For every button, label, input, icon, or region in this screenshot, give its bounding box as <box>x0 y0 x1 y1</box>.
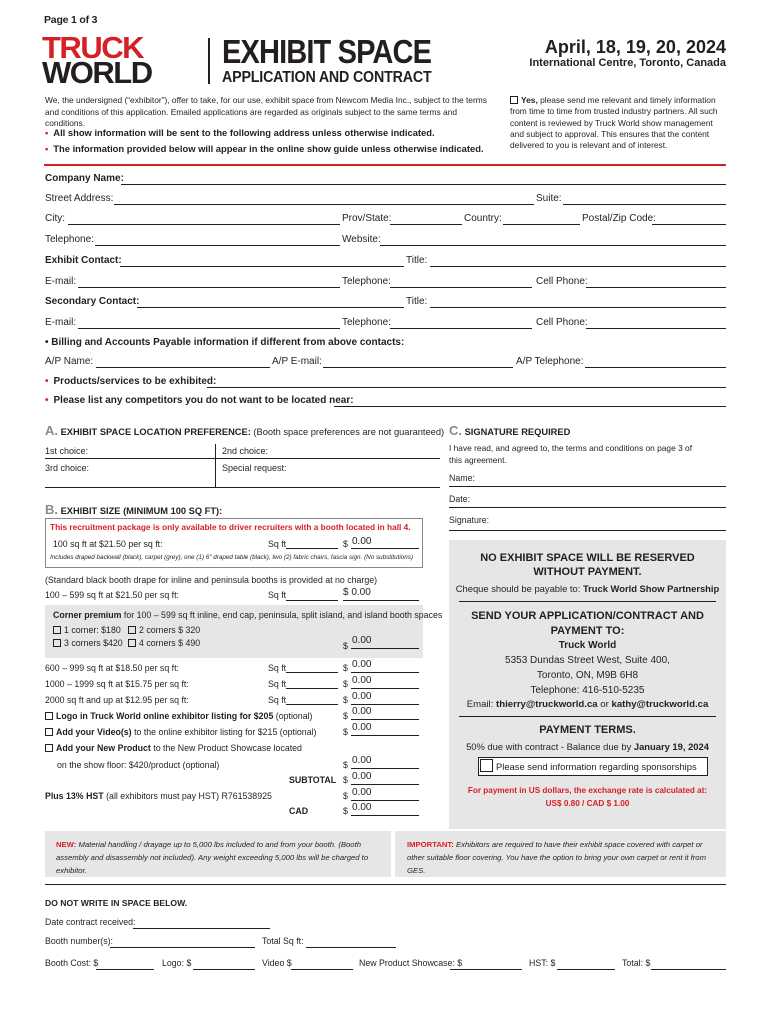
important-note-text: Exhibitors are required to have their exhibit space covered with carpet or other suitable floor covering. You have the option to bring your own carpet or rent it from GES. <box>407 840 706 875</box>
office-logo-field[interactable] <box>193 969 255 970</box>
corner-amount[interactable]: 0.00 <box>352 635 372 646</box>
event-dates: April, 18, 19, 20, 2024 <box>544 37 726 57</box>
corner-dollar: $ <box>343 641 348 651</box>
new-note-label: NEW: <box>56 840 77 849</box>
street-address-field[interactable] <box>114 204 534 205</box>
tier-2-rate: 1000 – 1999 sq ft at $15.75 per sq ft: <box>45 679 189 689</box>
email-thierry[interactable]: thierry@truckworld.ca <box>496 699 598 710</box>
competitors-label-text: Please list any competitors you do not want to be located near: <box>53 395 354 406</box>
secondary-title-label: Title: <box>406 296 428 307</box>
hst-dollar: $ <box>343 791 348 801</box>
subtotal-label: SUBTOTAL <box>289 775 337 785</box>
section-a-note: (Booth space preferences are not guaranteed) <box>253 427 445 437</box>
signature-date-field[interactable] <box>449 507 726 508</box>
recruitment-sqft-label: Sq ft <box>268 539 287 549</box>
email-kathy[interactable]: kathy@truckworld.ca <box>611 699 709 710</box>
cell-field[interactable] <box>586 287 726 288</box>
product-option-rest: to the New Product Showcase located <box>153 743 302 753</box>
hst-rest: (all exhibitors must pay HST) R761538925 <box>106 791 272 801</box>
telephone-field[interactable] <box>95 245 340 246</box>
tier-3-dollar: $ <box>343 695 348 705</box>
logo-line1: TRUCK <box>42 30 143 65</box>
contact-telephone-field[interactable] <box>390 287 532 288</box>
secondary-telephone-label: Telephone: <box>342 317 391 328</box>
date-received-field[interactable] <box>133 928 270 929</box>
notice-1-text: All show information will be sent to the following address unless otherwise indicated. <box>53 127 435 138</box>
total-sqft-field[interactable] <box>306 947 396 948</box>
corner-amount-line <box>351 648 419 649</box>
company-name-label: Company Name: <box>45 173 124 184</box>
truck-world-logo <box>42 30 152 90</box>
logo-amount-line <box>351 719 419 720</box>
corner-3-label: 3 corners $420 <box>64 638 123 648</box>
corner-premium-bold: Corner premium <box>53 610 122 620</box>
ap-email-label: A/P E-mail: <box>272 356 322 367</box>
tier-3-amount[interactable]: 0.00 <box>352 691 372 702</box>
tier-3-rate: 2000 sq ft and up at $12.95 per sq ft: <box>45 695 189 705</box>
third-choice-label: 3rd choice: <box>45 463 90 473</box>
corner-2-label: 2 corners $ 320 <box>139 625 201 635</box>
ap-name-field[interactable] <box>96 367 270 368</box>
signature-field[interactable] <box>449 530 726 531</box>
office-total-field[interactable] <box>651 969 726 970</box>
section-divider <box>44 164 726 166</box>
corner-option-2[interactable] <box>128 625 200 635</box>
optin-checkbox[interactable] <box>510 96 518 104</box>
standard-amount[interactable]: $ 0.00 <box>343 587 371 598</box>
notice-2: • The information provided below will appear in the online show guide unless otherwise indicated. <box>45 143 484 154</box>
prov-state-field[interactable] <box>390 224 462 225</box>
product-option-bold: Add your New Product <box>56 743 151 753</box>
recruitment-amount-line <box>351 548 419 549</box>
section-b-header <box>45 502 222 517</box>
office-divider <box>45 884 726 885</box>
ap-email-field[interactable] <box>323 367 513 368</box>
corner-premium-text <box>53 610 442 620</box>
video-amount-line <box>351 735 419 736</box>
postal-field[interactable] <box>652 224 726 225</box>
notice-2-text: The information provided below will appear in the online show guide unless otherwise indicated. <box>53 143 484 154</box>
subtotal-dollar: $ <box>343 775 348 785</box>
product-amount[interactable]: 0.00 <box>352 755 372 766</box>
logo-option-bold: Logo in Truck World online exhibitor listing for $205 <box>56 711 274 721</box>
products-field[interactable] <box>207 387 726 388</box>
product-option-line2: on the show floor: $420/product (optional) <box>57 760 220 770</box>
secondary-contact-label: Secondary Contact: <box>45 296 140 307</box>
subtotal-amount[interactable]: 0.00 <box>352 771 372 782</box>
send-email-line <box>449 699 726 710</box>
send-org: Truck World <box>558 640 617 651</box>
send-address-2: Toronto, ON, M9B 6H8 <box>536 670 639 681</box>
tier-3-sqft-label: Sq ft <box>268 695 287 705</box>
telephone-label: Telephone: <box>45 234 94 245</box>
important-note <box>407 838 719 877</box>
page-number: Page 1 of 3 <box>44 14 98 26</box>
ap-telephone-field[interactable] <box>585 367 726 368</box>
section-a-letter: A. <box>45 423 58 438</box>
send-phone: Telephone: 416-510-5235 <box>530 685 645 696</box>
cad-dollar: $ <box>343 806 348 816</box>
product-checkbox[interactable] <box>45 744 53 752</box>
signature-name-field[interactable] <box>449 486 726 487</box>
new-note <box>56 838 386 877</box>
ap-telephone-label: A/P Telephone: <box>516 356 584 367</box>
email-label: Email: <box>466 699 494 710</box>
signature-name-label: Name: <box>449 473 475 483</box>
products-label-text: Products/services to be exhibited: <box>53 376 217 387</box>
first-choice-label: 1st choice: <box>45 446 89 456</box>
payment-terms <box>449 741 726 752</box>
secondary-cell-label: Cell Phone: <box>536 317 588 328</box>
no-space-notice: NO EXHIBIT SPACE WILL BE RESERVED WITHOUT PAYMENT. <box>480 552 695 578</box>
cheque-line <box>449 583 726 594</box>
tier-1-dollar: $ <box>343 663 348 673</box>
contact-telephone-label: Telephone: <box>342 276 391 287</box>
office-showcase-label: New Product Showcase: $ <box>359 958 463 968</box>
billing-header-text: Billing and Accounts Payable information if different from above contacts: <box>51 337 405 348</box>
postal-label: Postal/Zip Code: <box>582 213 656 224</box>
section-c-text: I have read, and agreed to, the terms and conditions on page 3 of this agreement. <box>449 443 693 465</box>
corner-1-label: 1 corner: $180 <box>64 625 121 635</box>
sponsorship-checkbox[interactable] <box>480 759 493 772</box>
tier-1-amount-line <box>351 672 419 673</box>
title-main: EXHIBIT SPACE <box>222 33 432 70</box>
recruitment-notice: This recruitment package is only available to driver recruiters with a booth located in hall 4. <box>50 522 411 532</box>
tier-2-sqft-label: Sq ft <box>268 679 287 689</box>
tier-1-sqft-field[interactable] <box>286 672 338 673</box>
corner-2-checkbox[interactable] <box>128 626 136 634</box>
logo-dollar: $ <box>343 711 348 721</box>
recruitment-rate: 100 sq ft at $21.50 per sq ft: <box>53 539 163 549</box>
prov-state-label: Prov/State: <box>342 213 392 224</box>
logo-line2: WORLD <box>42 55 152 90</box>
second-choice-label: 2nd choice: <box>222 446 269 456</box>
office-header: DO NOT WRITE IN SPACE BELOW. <box>45 898 188 908</box>
title-divider <box>208 38 210 84</box>
office-showcase-field[interactable] <box>450 969 522 970</box>
corner-4-label: 4 corners $ 490 <box>139 638 201 648</box>
product-amount-line <box>351 768 419 769</box>
email-or: or <box>600 699 609 710</box>
video-checkbox[interactable] <box>45 728 53 736</box>
email-label: E-mail: <box>45 276 77 287</box>
sponsorship-label: Please send information regarding sponsorships <box>496 761 697 772</box>
exhibit-title-field[interactable] <box>430 266 726 267</box>
video-option-bold: Add your Video(s) <box>56 727 132 737</box>
booth-numbers-label: Booth number(s): <box>45 936 113 946</box>
logo-option-rest: (optional) <box>275 711 313 721</box>
exhibit-contact-label: Exhibit Contact: <box>45 255 122 266</box>
office-video-label: Video $ <box>262 958 292 968</box>
payment-rule-1 <box>459 601 716 602</box>
cell-label: Cell Phone: <box>536 276 588 287</box>
website-field[interactable] <box>380 245 726 246</box>
city-label: City: <box>45 213 65 224</box>
cad-amount[interactable]: 0.00 <box>352 802 372 813</box>
video-dollar: $ <box>343 727 348 737</box>
section-c-header <box>449 423 570 438</box>
optin-block <box>510 95 726 151</box>
section-c-letter: C. <box>449 423 462 438</box>
corner-option-1[interactable] <box>53 625 121 635</box>
booth-cost-field[interactable] <box>96 969 154 970</box>
secondary-email-field[interactable] <box>78 328 340 329</box>
hst-bold: Plus 13% HST <box>45 791 104 801</box>
date-received-label: Date contract received: <box>45 917 136 927</box>
corner-1-checkbox[interactable] <box>53 626 61 634</box>
cheque-label: Cheque should be payable to: <box>455 583 581 594</box>
tier-1-sqft-label: Sq ft <box>268 663 287 673</box>
standard-sqft-label: Sq ft <box>268 590 287 600</box>
tier-2-sqft-field[interactable] <box>286 688 338 689</box>
corner-option-4[interactable] <box>128 638 200 648</box>
important-note-label: IMPORTANT: <box>407 840 454 849</box>
recruitment-dollar: $ <box>343 539 348 549</box>
intro-text: We, the undersigned (“exhibitor”), offer to take, for our use, exhibit space from Newcom Media Inc., subject to the terms and conditions of this application. Emailed applications are regarded as originals subject to the same terms and conditions. <box>45 95 487 128</box>
section-a-title: EXHIBIT SPACE LOCATION PREFERENCE: <box>60 427 251 437</box>
section-c-title: SIGNATURE REQUIRED <box>464 427 571 437</box>
optin-yes: Yes, <box>521 95 538 105</box>
tier-1-amount[interactable]: 0.00 <box>352 659 372 670</box>
send-to-header: SEND YOUR APPLICATION/CONTRACT AND PAYMENT TO: <box>471 610 704 637</box>
payment-terms-text: 50% due with contract - Balance due by <box>466 741 632 752</box>
hst-amount-line <box>351 800 419 801</box>
secondary-cell-field[interactable] <box>586 328 726 329</box>
office-video-field[interactable] <box>291 969 353 970</box>
hst-amount[interactable]: 0.00 <box>352 787 372 798</box>
hst-label <box>45 791 272 801</box>
special-request-label: Special request: <box>222 463 287 473</box>
optin-text: please send me relevant and timely information from time to time from trusted industry partners. All such content is reviewed by Truck World show management and subject to approval. This ensures that the content delivered to you is relevant and of interest. <box>510 95 718 151</box>
logo-amount[interactable]: 0.00 <box>352 706 372 717</box>
signature-date-label: Date: <box>449 494 471 504</box>
corner-premium-rest: for 100 – 599 sq ft inline, end cap, peninsula, split island, and island booth spaces <box>123 610 443 620</box>
video-option-rest: to the online exhibitor listing for $215 (optional) <box>134 727 317 737</box>
tier-3-amount-line <box>351 704 419 705</box>
choice-row-2-line <box>45 487 440 488</box>
corner-3-checkbox[interactable] <box>53 639 61 647</box>
booth-numbers-field[interactable] <box>110 947 255 948</box>
notice-1: • All show information will be sent to the following address unless otherwise indicated. <box>45 127 435 138</box>
product-dollar: $ <box>343 760 348 770</box>
payment-terms-title: PAYMENT TERMS. <box>539 724 636 736</box>
office-total-label: Total: $ <box>622 958 651 968</box>
signature-label: Signature: <box>449 515 490 525</box>
tier-3-sqft-field[interactable] <box>286 704 338 705</box>
tier-2-dollar: $ <box>343 679 348 689</box>
exhibit-title-label: Title: <box>406 255 428 266</box>
booth-cost-label: Booth Cost: $ <box>45 958 99 968</box>
recruitment-amount[interactable]: 0.00 <box>352 536 372 547</box>
corner-option-3[interactable] <box>53 638 123 648</box>
payment-rule-2 <box>459 716 716 717</box>
suite-field[interactable] <box>563 204 726 205</box>
office-logo-label: Logo: $ <box>162 958 192 968</box>
choice-column-divider <box>215 444 216 487</box>
tier-2-amount-line <box>351 688 419 689</box>
subtotal-amount-line <box>351 784 419 785</box>
recruitment-sqft-field[interactable] <box>286 548 338 549</box>
office-hst-field[interactable] <box>557 969 615 970</box>
new-note-text: Material handling / drayage up to 5,000 lbs included to and from your booth. (Booth assembly and disassembly not included). Any weight exceeding 5,000 lbs will be charged to exhibitor. <box>56 840 369 875</box>
total-sqft-label: Total Sq ft: <box>262 936 304 946</box>
recruitment-includes: Includes draped backwall (black), carpet (grey), one (1) 6″ draped table (black), two (2) fabric chairs, fascia sign. (No substitutions) <box>50 554 414 561</box>
email-field[interactable] <box>78 287 340 288</box>
tier-1-rate: 600 – 999 sq ft at $18.50 per sq ft: <box>45 663 180 673</box>
competitors-field[interactable] <box>334 406 726 407</box>
office-hst-label: HST: $ <box>529 958 556 968</box>
payment-terms-date: January 19, 2024 <box>633 741 709 752</box>
tier-2-amount[interactable]: 0.00 <box>352 675 372 686</box>
standard-sqft-field[interactable] <box>286 600 338 601</box>
website-label: Website: <box>342 234 381 245</box>
secondary-telephone-field[interactable] <box>390 328 532 329</box>
usd-exchange-note: For payment in US dollars, the exchange rate is calculated at: US$ 0.80 / CAD $ 1.00 <box>467 786 708 808</box>
corner-4-checkbox[interactable] <box>128 639 136 647</box>
standard-rate: 100 – 599 sq ft at $21.50 per sq ft: <box>45 590 180 600</box>
secondary-contact-field[interactable] <box>137 307 404 308</box>
secondary-email-label: E-mail: <box>45 317 77 328</box>
suite-label: Suite: <box>536 193 562 204</box>
company-name-field[interactable] <box>121 184 726 185</box>
product-option[interactable] <box>45 743 302 753</box>
ap-name-label: A/P Name: <box>45 356 94 367</box>
country-label: Country: <box>464 213 502 224</box>
city-field[interactable] <box>68 224 340 225</box>
competitors-label: • Please list any competitors you do not want to be located near: <box>45 395 354 406</box>
country-field[interactable] <box>503 224 580 225</box>
billing-header: • Billing and Accounts Payable information if different from above contacts: <box>45 337 405 348</box>
logo-option[interactable] <box>45 711 312 721</box>
drape-note: (Standard black booth drape for inline and peninsula booths is provided at no charge) <box>45 575 378 585</box>
section-a-header <box>45 423 444 438</box>
standard-amount-line <box>343 600 419 601</box>
exhibit-contact-field[interactable] <box>120 266 404 267</box>
video-option[interactable] <box>45 727 316 737</box>
cad-amount-line <box>351 815 419 816</box>
secondary-title-field[interactable] <box>430 307 726 308</box>
section-b-letter: B. <box>45 502 58 517</box>
section-b-title: EXHIBIT SIZE (MINIMUM 100 SQ FT): <box>60 506 223 516</box>
event-venue: International Centre, Toronto, Canada <box>529 57 726 69</box>
cheque-payee: Truck World Show Partnership <box>582 583 720 594</box>
cad-label: CAD <box>289 806 309 816</box>
send-address-1: 5353 Dundas Street West, Suite 400, <box>505 655 670 666</box>
products-label: • Products/services to be exhibited: <box>45 376 217 387</box>
logo-checkbox[interactable] <box>45 712 53 720</box>
street-address-label: Street Address: <box>45 193 114 204</box>
video-amount[interactable]: 0.00 <box>352 722 372 733</box>
title-sub: APPLICATION AND CONTRACT <box>222 69 432 86</box>
choice-row-1-line <box>45 458 440 459</box>
